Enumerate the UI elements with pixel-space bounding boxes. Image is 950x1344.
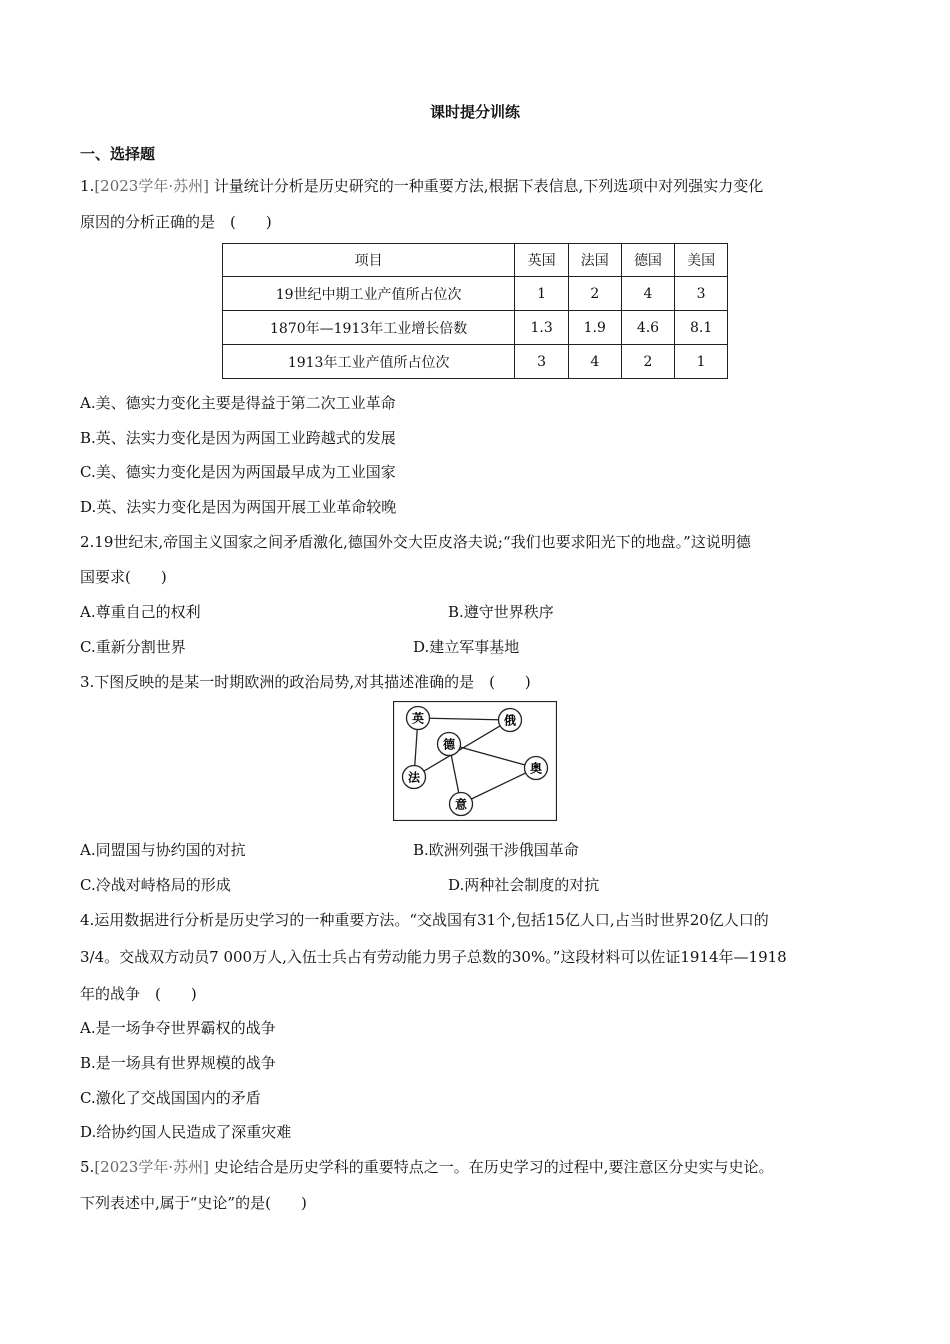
- q1-stem-text: 计量统计分析是历史研究的一种重要方法,根据下表信息,下列选项中对列强实力变化: [208, 177, 764, 195]
- table-cell: 1: [515, 277, 569, 311]
- table-header-cell: 德国: [621, 244, 675, 277]
- q2-stem-line2: 国要求( ): [80, 568, 167, 586]
- table-row: [223, 311, 728, 345]
- q1-option-d: D.英、法实力变化是因为两国开展工业革命较晚: [80, 498, 397, 516]
- q4-option-a: A.是一场争夺世界霸权的战争: [80, 1019, 276, 1037]
- node-label: 俄: [503, 713, 517, 728]
- table-cell: 1.3: [515, 311, 569, 345]
- q2-option-c: C.重新分割世界: [80, 638, 186, 656]
- q4-option-b: B.是一场具有世界规模的战争: [80, 1054, 276, 1072]
- node-russia: [499, 709, 522, 732]
- q3-stem: 3.下图反映的是某一时期欧洲的政治局势,对其描述准确的是 ( ): [80, 673, 531, 691]
- europe-alliance-diagram: [393, 701, 557, 821]
- q4-option-c: C.激化了交战国国内的矛盾: [80, 1089, 261, 1107]
- table-cell: 2: [621, 345, 675, 379]
- table-cell: 1913年工业产值所占位次: [223, 345, 515, 379]
- q3-option-c: C.冷战对峙格局的形成: [80, 876, 231, 894]
- q2-option-b: B.遵守世界秩序: [448, 603, 554, 621]
- node-austria: [525, 757, 548, 780]
- node-label: 奥: [529, 761, 543, 776]
- table-cell: 4: [568, 345, 621, 379]
- table-header-cell: 英国: [515, 244, 569, 277]
- section-heading: 一、选择题: [80, 145, 156, 163]
- table-header-row: [223, 244, 728, 277]
- table-cell: 4: [621, 277, 675, 311]
- node-label: 法: [407, 770, 421, 785]
- table-cell: 3: [675, 277, 728, 311]
- q1-data-table: [222, 243, 728, 379]
- q4-stem-line2: 3/4。交战双方动员7 000万人,入伍士兵占有劳动能力男子总数的30%。”这段材料可以佐证1914年—1918: [80, 948, 787, 966]
- node-label: 英: [411, 711, 425, 726]
- q1-number: 1.: [80, 177, 95, 195]
- page-title: 课时提分训练: [429, 103, 520, 121]
- table-cell: 3: [515, 345, 569, 379]
- table-cell: 8.1: [675, 311, 728, 345]
- node-italy: [450, 793, 473, 816]
- q2-option-d: D.建立军事基地: [413, 638, 520, 656]
- table-cell: 1: [675, 345, 728, 379]
- q2-option-a: A.尊重自己的权利: [80, 603, 201, 621]
- table-cell: 2: [568, 277, 621, 311]
- q5-stem-line2: 下列表述中,属于“史论”的是( ): [80, 1194, 307, 1212]
- q1-stem-line1: [80, 176, 763, 196]
- table-header-cell: 美国: [675, 244, 728, 277]
- q1-stem-line2: 原因的分析正确的是 ( ): [80, 213, 272, 231]
- q2-stem-line1: 2.19世纪末,帝国主义国家之间矛盾激化,德国外交大臣皮洛夫说;“我们也要求阳光下的地盘。”这说明德: [80, 533, 751, 551]
- node-germany: [438, 733, 461, 756]
- table-cell: 1.9: [568, 311, 621, 345]
- table-header-cell: 项目: [223, 244, 515, 277]
- table-cell: 1870年—1913年工业增长倍数: [223, 311, 515, 345]
- q4-stem-line3: 年的战争 ( ): [80, 985, 197, 1003]
- q1-source: [2023学年·苏州]: [94, 177, 209, 195]
- q1-option-b: B.英、法实力变化是因为两国工业跨越式的发展: [80, 429, 396, 447]
- q4-option-d: D.给协约国人民造成了深重灾难: [80, 1123, 292, 1141]
- q4-stem-line1: 4.运用数据进行分析是历史学习的一种重要方法。“交战国有31个,包括15亿人口,占当时世界20亿人口的: [80, 911, 769, 929]
- q5-stem-line1: [80, 1157, 774, 1177]
- table-cell: 4.6: [621, 311, 675, 345]
- table-cell: 19世纪中期工业产值所占位次: [223, 277, 515, 311]
- q1-option-c: C.美、德实力变化是因为两国最早成为工业国家: [80, 463, 396, 481]
- q3-option-d: D.两种社会制度的对抗: [448, 876, 600, 894]
- q5-stem-text: 史论结合是历史学科的重要特点之一。在历史学习的过程中,要注意区分史实与史论。: [208, 1158, 774, 1176]
- table-row: [223, 277, 728, 311]
- q1-option-a: A.美、德实力变化主要是得益于第二次工业革命: [80, 394, 396, 412]
- q3-option-b: B.欧洲列强干涉俄国革命: [413, 841, 579, 859]
- node-france: [403, 766, 426, 789]
- table-row: [223, 345, 728, 379]
- q3-option-a: A.同盟国与协约国的对抗: [80, 841, 246, 859]
- node-label: 意: [454, 797, 468, 812]
- node-britain: [407, 707, 430, 730]
- node-label: 德: [442, 737, 456, 752]
- table-header-cell: 法国: [568, 244, 621, 277]
- q5-number: 5.: [80, 1158, 95, 1176]
- q5-source: [2023学年·苏州]: [94, 1158, 209, 1176]
